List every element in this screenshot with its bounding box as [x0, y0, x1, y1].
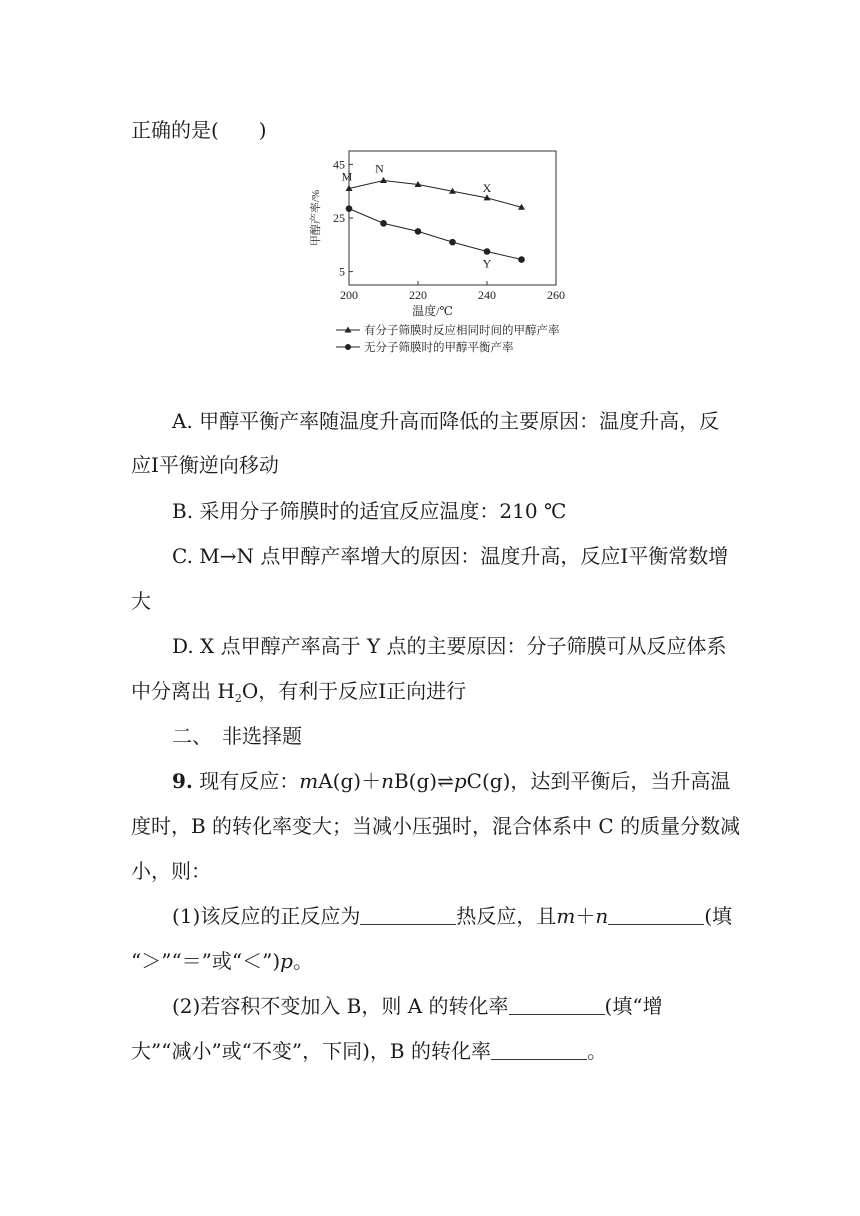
x-axis-label: 温度/℃ — [412, 304, 453, 318]
option-c-line2: 大 — [131, 589, 151, 613]
chart-svg — [300, 140, 600, 365]
coef-p-2: p — [280, 949, 293, 973]
y-tick-label: 45 — [333, 157, 345, 172]
legend-marker-circle — [345, 344, 351, 350]
equilibrium-arrow: ⇌ — [437, 769, 454, 793]
q9-text-a: 现有反应： — [199, 769, 300, 793]
coef-m: m — [299, 769, 319, 793]
part2-text-d: 。 — [586, 1039, 607, 1063]
answer-blank-heat[interactable] — [360, 904, 456, 925]
q9-number: 9. — [172, 769, 193, 793]
x-tick-label: 240 — [478, 288, 496, 302]
q9-text-c: B(g) — [393, 769, 438, 793]
option-c-line1[interactable]: C. M→N 点甲醇产率增大的原因：温度升高，反应Ⅰ平衡常数增 — [172, 544, 729, 568]
point-label-n: N — [375, 161, 384, 176]
option-d-text-b: O，有利于反应Ⅰ正向进行 — [241, 679, 467, 703]
q9-part2-line1 — [172, 992, 663, 1020]
coef-m-2: m — [556, 904, 576, 928]
point-label-m: M — [341, 169, 353, 184]
point-label-y: Y — [482, 256, 492, 271]
circle-point — [484, 248, 491, 255]
circle-point — [449, 239, 456, 246]
y-tick-label: 5 — [339, 264, 345, 279]
circle-point — [518, 256, 525, 263]
q9-part1-line1 — [172, 902, 732, 930]
q9-part2-line2 — [131, 1037, 607, 1065]
circle-point — [415, 228, 422, 235]
q9-line2: 度时，B 的转化率变大；当减小压强时，混合体系中 C 的质量分数减 — [131, 814, 741, 838]
option-b[interactable]: B. 采用分子筛膜时的适宜反应温度：210 ℃ — [172, 499, 567, 523]
legend-label-1: 有分子筛膜时反应相同时间的甲醇产率 — [364, 325, 560, 337]
answer-blank-compare[interactable] — [608, 904, 704, 925]
point-label-x: X — [482, 180, 492, 195]
coef-n: n — [381, 769, 394, 793]
answer-blank-b-conversion[interactable] — [491, 1039, 587, 1060]
section-heading: 二、 非选择题 — [172, 724, 302, 748]
q9-text-b: A(g)＋ — [318, 769, 382, 793]
part2-text-b: (填“增 — [604, 994, 663, 1018]
y-axis-label: 甲醇产率/% — [310, 189, 322, 247]
q9-line1 — [172, 767, 730, 795]
plus-sign: ＋ — [575, 904, 596, 928]
methanol-yield-chart — [300, 140, 600, 365]
q9-text-d: C(g)，达到平衡后，当升高温 — [466, 769, 731, 793]
part2-text-c: 大”“减小”或“不变”，下同)，B 的转化率 — [131, 1039, 491, 1063]
option-a-line2: 应Ⅰ平衡逆向移动 — [131, 453, 279, 477]
part1-text-c: (填 — [704, 904, 733, 928]
answer-blank-a-conversion[interactable] — [509, 994, 605, 1015]
coef-n-2: n — [595, 904, 609, 928]
part1-text-b: 热反应，且 — [456, 904, 557, 928]
part1-text-a: (1)该反应的正反应为 — [172, 904, 361, 928]
y-tick-label: 25 — [333, 211, 345, 225]
series-line-2 — [349, 209, 522, 260]
intro-text: 正确的是( ) — [131, 118, 267, 142]
circle-point — [346, 205, 353, 212]
part1-text-d: “＞”“＝”或“＜”) — [131, 949, 281, 973]
option-d-text-a: 中分离出 H — [131, 679, 235, 703]
triangle-point — [380, 177, 387, 183]
legend-label-2: 无分子筛膜时的甲醇平衡产率 — [364, 342, 514, 354]
option-d-line1[interactable]: D. X 点甲醇产率高于 Y 点的主要原因：分子筛膜可从反应体系 — [172, 634, 727, 658]
option-a-line1[interactable]: A. 甲醇平衡产率随温度升高而降低的主要原因：温度升高，反 — [172, 409, 720, 433]
x-tick-label: 200 — [340, 288, 358, 302]
part2-text-a: (2)若容积不变加入 B，则 A 的转化率 — [172, 994, 509, 1018]
x-tick-label: 220 — [409, 288, 427, 302]
part1-text-e: 。 — [292, 949, 313, 973]
subscript-2: 2 — [234, 692, 242, 705]
q9-part1-line2 — [131, 947, 313, 975]
x-tick-label: 260 — [547, 288, 565, 302]
series-line-1 — [349, 180, 522, 207]
coef-p: p — [453, 769, 467, 793]
q9-line3: 小，则： — [131, 859, 211, 883]
option-d-line2 — [131, 677, 466, 713]
circle-point — [380, 220, 387, 227]
